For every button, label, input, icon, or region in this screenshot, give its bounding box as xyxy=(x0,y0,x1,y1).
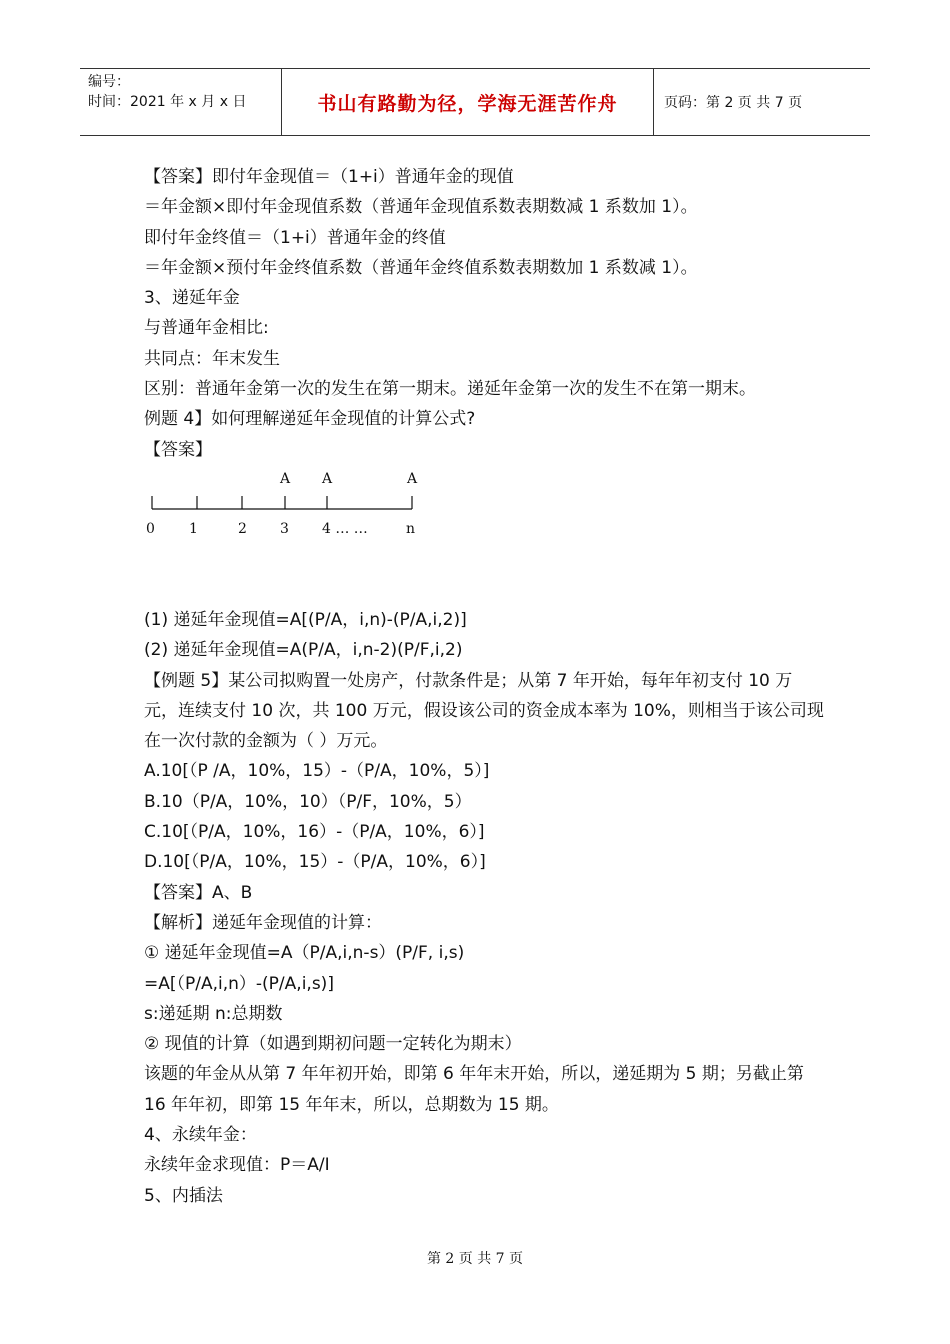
text-line: 区别：普通年金第一次的发生在第一期末。递延年金第一次的发生不在第一期末。 xyxy=(144,379,756,400)
option-d: D.10[（P/A，10%，15）-（P/A，10%，6）] xyxy=(144,852,486,873)
header-motto: 书山有路勤为径，学海无涯苦作舟 xyxy=(282,69,654,135)
formula-line: ① 递延年金现值=A（P/A,i,n-s）(P/F, i,s) xyxy=(144,943,465,964)
timeline-label-a: A xyxy=(407,470,418,487)
formula-line: 永续年金求现值：P＝A/I xyxy=(144,1155,330,1176)
timeline-axis xyxy=(144,469,444,559)
section-heading: 5、内插法 xyxy=(144,1185,223,1206)
formula-line: (2) 递延年金现值=A(P/A，i,n-2)(P/F,i,2) xyxy=(144,640,463,661)
document-body xyxy=(144,162,824,1211)
timeline-label-a: A xyxy=(322,470,333,487)
option-c: C.10[（P/A，10%，16）-（P/A，10%，6）] xyxy=(144,822,485,843)
page-footer: 第 2 页 共 7 页 xyxy=(426,1251,524,1267)
text-line: 共同点：年末发生 xyxy=(144,348,280,369)
timeline-label-period: 1 xyxy=(189,520,198,537)
timeline-diagram xyxy=(144,469,824,559)
header-page-number: 页码：第 2 页 共 7 页 xyxy=(664,95,803,111)
option-a: A.10[（P /A，10%，15）-（P/A，10%，5）] xyxy=(144,761,490,782)
timeline-label-period: n xyxy=(406,520,416,537)
analysis-title: 【解析】递延年金现值的计算： xyxy=(144,912,382,933)
text-line: ＝年金额×预付年金终值系数（普通年金终值系数表期数加 1 系数减 1）。 xyxy=(144,257,698,278)
section-heading: 4、永续年金： xyxy=(144,1125,257,1146)
option-b: B.10（P/A，10%，10）（P/F，10%，5） xyxy=(144,791,472,812)
section-heading: 3、递延年金 xyxy=(144,288,240,309)
example-title: 例题 4】如何理解递延年金现值的计算公式? xyxy=(144,409,476,430)
text-line: 该题的年金从从第 7 年年初开始，即第 6 年年末开始，所以，递延期为 5 期；另截止第 16 年年初，即第 15 年年末，所以，总期数为 15 期。 xyxy=(144,1064,804,1115)
timeline-label-period: 0 xyxy=(146,520,155,537)
text-line: 【答案】即付年金现值＝（1+i）普通年金的现值 xyxy=(144,167,514,187)
text-line: s:递延期 n:总期数 xyxy=(144,1003,283,1024)
timeline-label-period: 2 xyxy=(238,520,247,537)
answer-line: 【答案】A、B xyxy=(144,882,253,903)
timeline-label-a: A xyxy=(280,470,291,487)
header-number: 编号： xyxy=(88,74,130,90)
text-line: 与普通年金相比: xyxy=(144,318,269,339)
text-line: ② 现值的计算（如遇到期初问题一定转化为期末） xyxy=(144,1034,522,1055)
timeline-label-period: 4 … … xyxy=(322,520,368,537)
timeline-label-period: 3 xyxy=(280,520,289,537)
example-question: 【例题 5】某公司拟购置一处房产，付款条件是；从第 7 年开始，每年年初支付 10 万元，连续支付 10 次，共 100 万元，假设该公司的资金成本率为 10%，则相当于该公司现在一次付款的金额为（ ）万元。 xyxy=(144,670,824,752)
page-header xyxy=(80,68,870,136)
text-line: ＝年金额×即付年金现值系数（普通年金现值系数表期数减 1 系数加 1）。 xyxy=(144,197,698,218)
header-meta xyxy=(80,69,282,135)
text-line: 即付年金终值＝（1+i）普通年金的终值 xyxy=(144,227,446,248)
header-date: 时间：2021 年 x 月 x 日 xyxy=(88,94,247,110)
formula-line: (1) 递延年金现值=A[(P/A，i,n)-(P/A,i,2)] xyxy=(144,609,467,630)
formula-line: =A[（P/A,i,n）-(P/A,i,s)] xyxy=(144,973,334,994)
answer-label: 【答案】 xyxy=(144,439,212,460)
